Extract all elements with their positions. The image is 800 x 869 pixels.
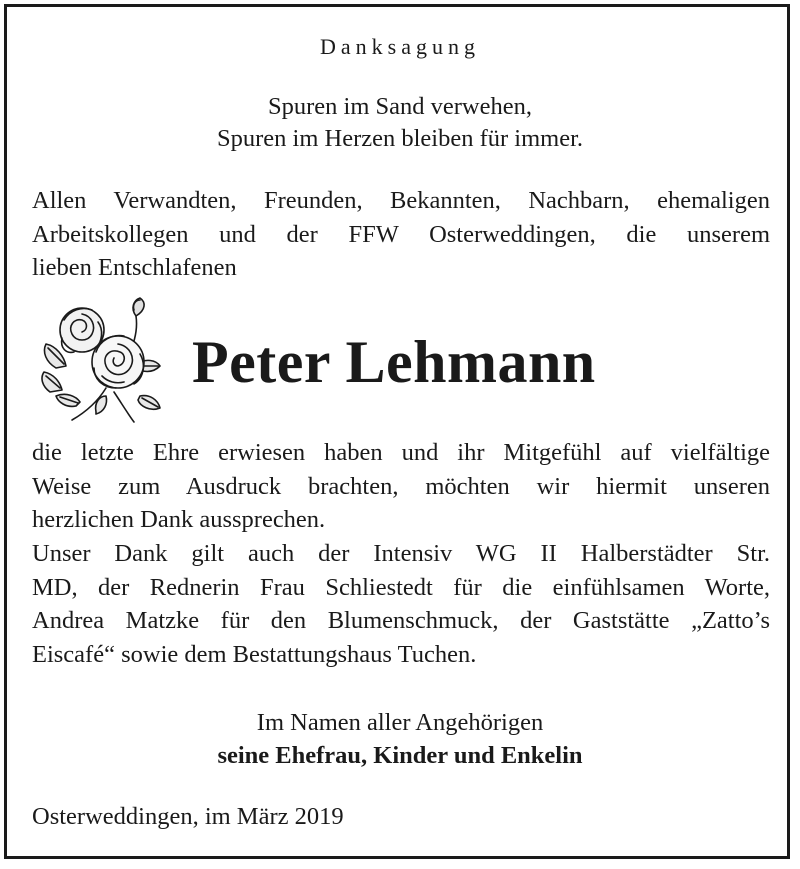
closing-line-2: seine Ehefrau, Kinder und Enkelin	[217, 742, 583, 769]
closing-signature	[0, 706, 800, 772]
name-row	[32, 296, 770, 426]
motto-line-1: Spuren im Sand verwehen,	[268, 93, 532, 120]
special-thanks-line-1: Unser Dank gilt auch der Intensiv WG II Halberstädter Str.	[32, 540, 770, 567]
thanks-paragraph	[32, 436, 770, 537]
intro-line-2: Arbeitskollegen und der FFW Osterweddingen, die unserem	[32, 220, 770, 248]
thanks-line-3: herzlichen Dank aussprechen.	[32, 506, 326, 533]
deceased-name: Peter Lehmann	[192, 329, 596, 395]
motto-line-2: Spuren im Herzen bleiben für immer.	[216, 125, 584, 152]
rose-icon	[36, 296, 166, 426]
special-thanks-line-3: Andrea Matzke für den Blumenschmuck, der Gaststätte „Zatto’s	[32, 607, 770, 634]
thanks-line-1: die letzte Ehre erwiesen haben und ihr Mitgefühl auf vielfältige	[32, 439, 770, 466]
closing-line-1: Im Namen aller Angehörigen	[256, 709, 544, 736]
intro-line-3: lieben Entschlafenen	[32, 254, 237, 281]
special-thanks-paragraph	[32, 537, 770, 671]
special-thanks-line-2: MD, der Rednerin Frau Schliestedt für die einfühlsamen Worte,	[32, 573, 770, 601]
motto	[0, 91, 800, 155]
special-thanks-line-4: Eiscafé“ sowie dem Bestattungshaus Tuchen.	[32, 640, 477, 668]
place-date: Osterweddingen, im März 2019	[32, 803, 344, 830]
heading: Danksagung	[320, 34, 480, 59]
intro-paragraph	[32, 184, 770, 285]
intro-line-1: Allen Verwandten, Freunden, Bekannten, Nachbarn, ehemaligen	[32, 187, 770, 214]
thanks-line-2: Weise zum Ausdruck brachten, möchten wir hiermit unseren	[32, 472, 770, 500]
